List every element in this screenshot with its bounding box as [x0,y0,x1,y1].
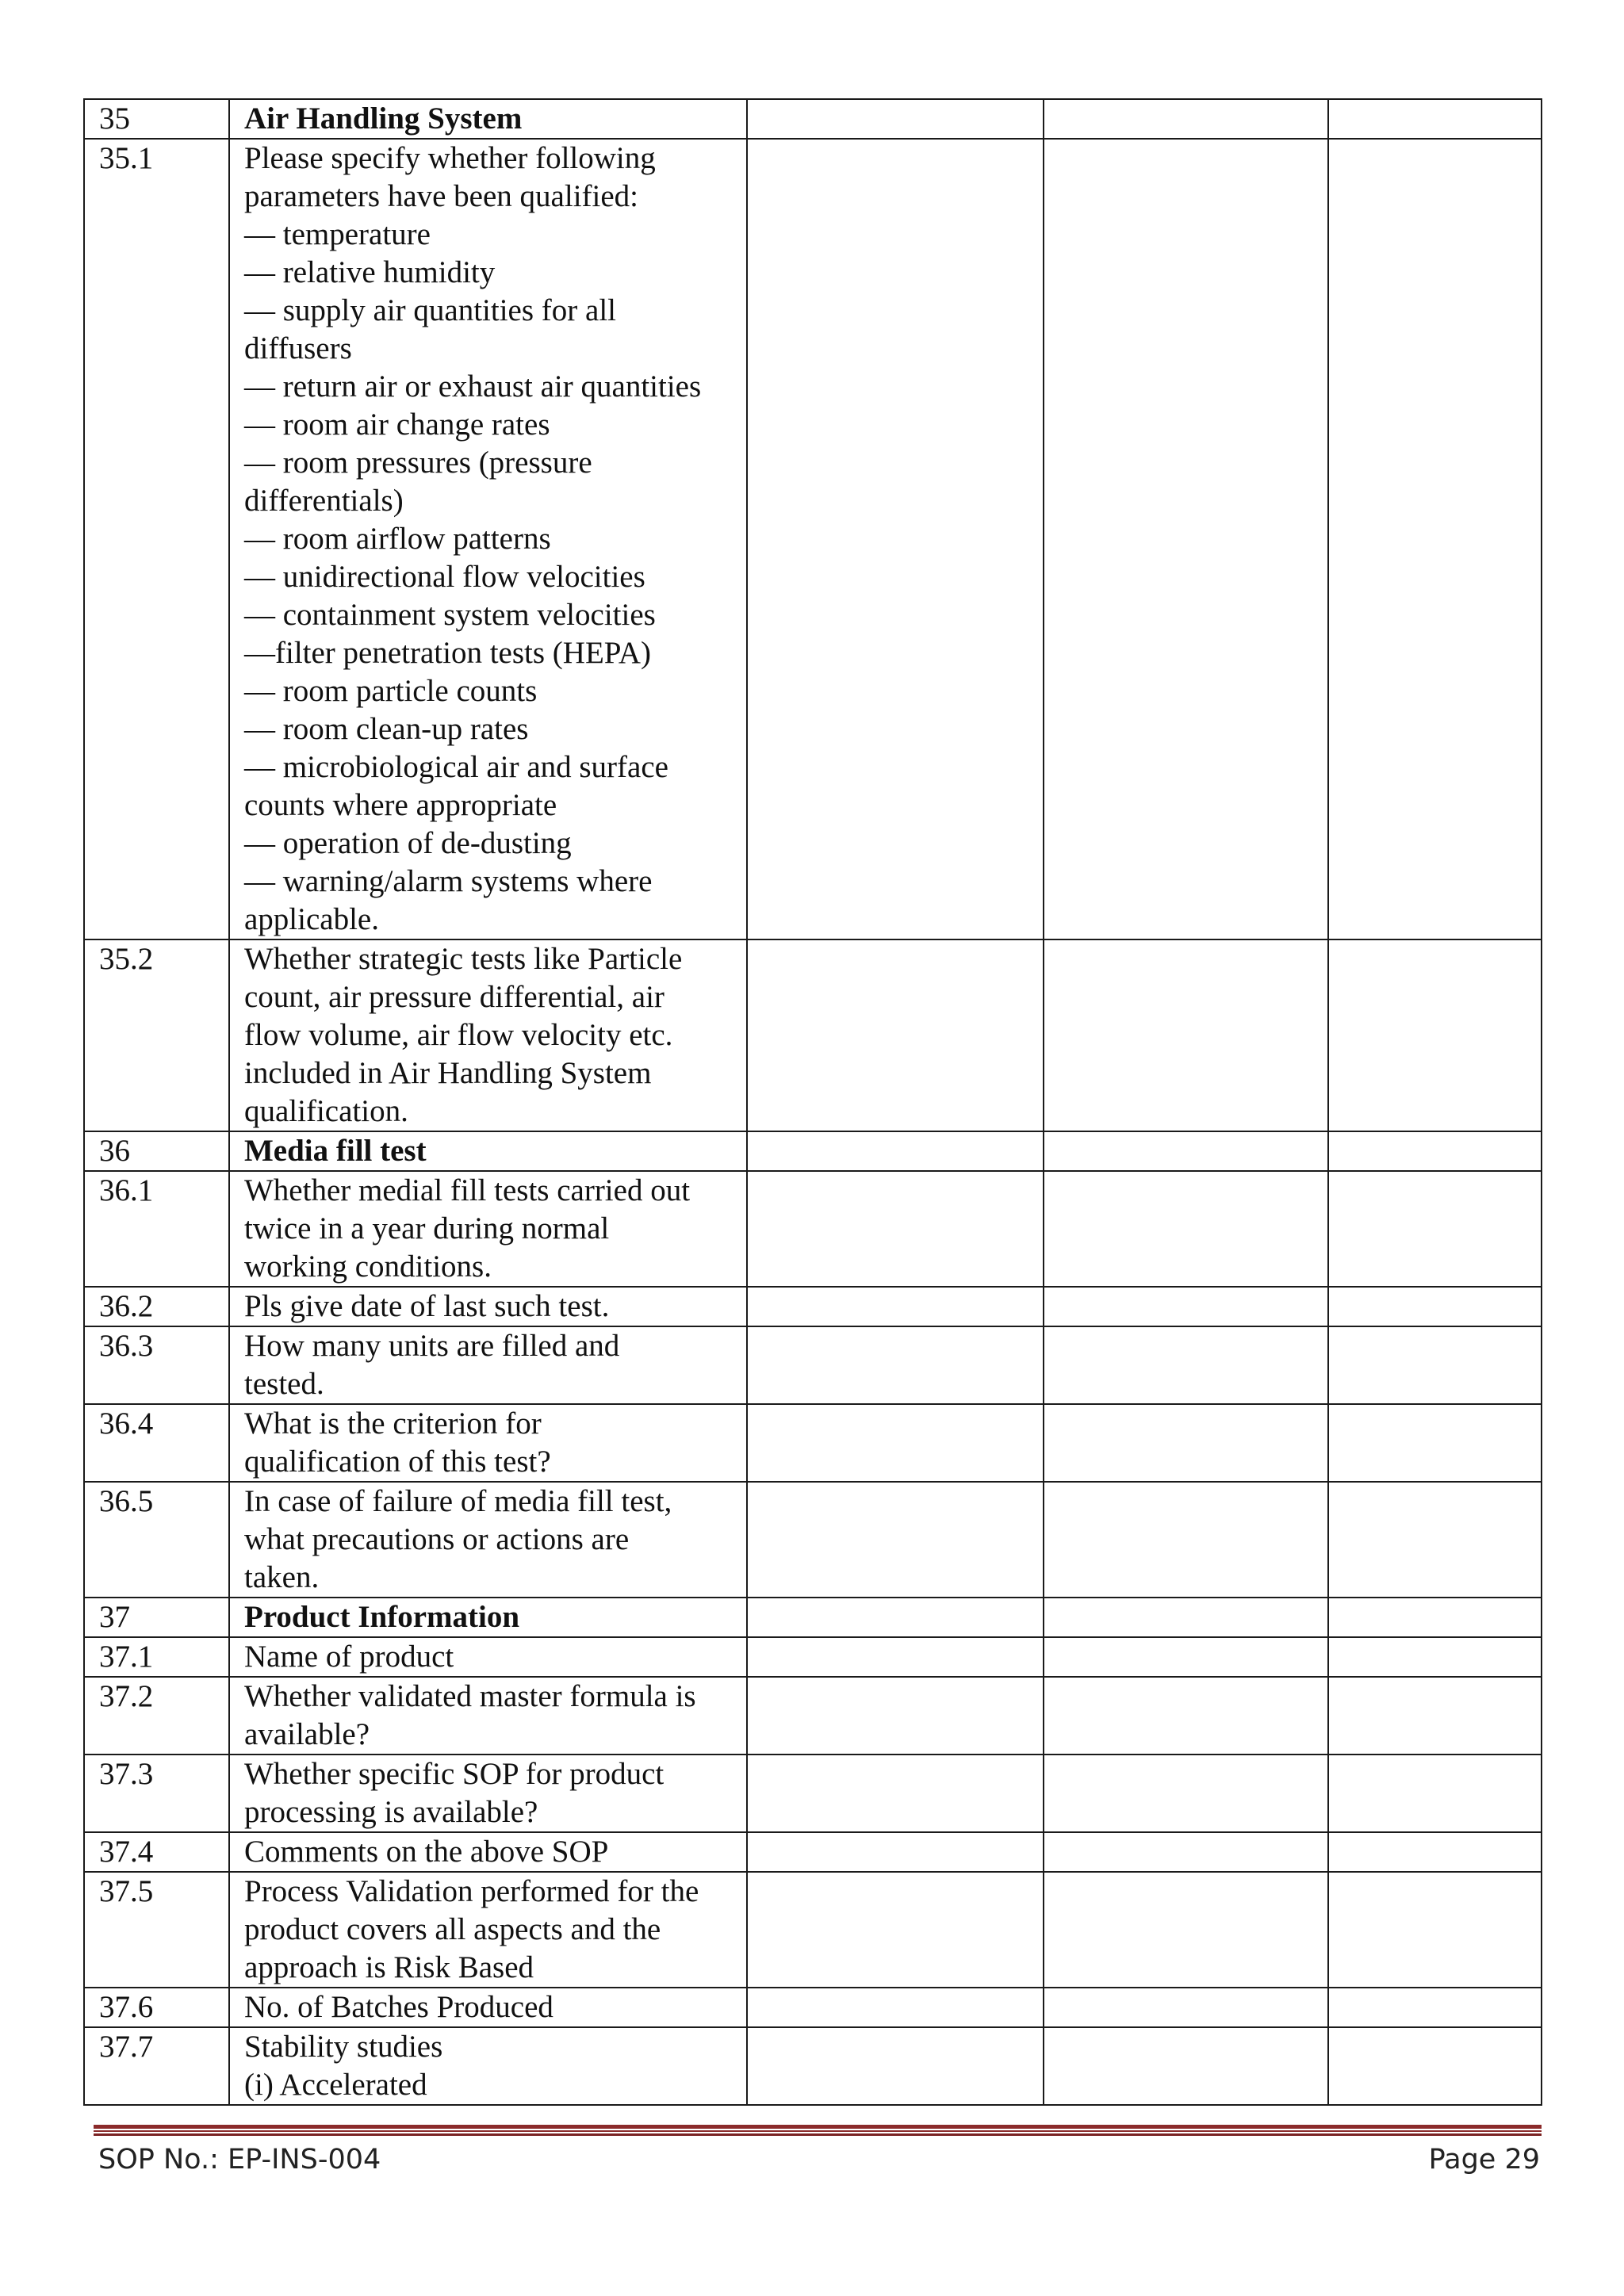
description-line: Whether specific SOP for product [244,1757,665,1791]
item-number: 35 [84,99,229,139]
table-row [84,1404,1542,1482]
description-line: What is the criterion for [244,1406,542,1441]
description-line: How many units are filled and [244,1329,620,1363]
response-cell[interactable] [747,1755,1044,1832]
observation-cell[interactable] [1328,2027,1542,2105]
table-row [84,2027,1542,2105]
observation-cell[interactable] [1328,1287,1542,1326]
observation-cell[interactable] [1328,1988,1542,2027]
response-cell[interactable] [747,1171,1044,1287]
description-line: Name of product [244,1640,454,1674]
item-number: 36 [84,1131,229,1171]
table-row [84,1482,1542,1598]
item-number: 36.5 [84,1482,229,1598]
response-cell[interactable] [747,1287,1044,1326]
item-description [229,1171,747,1287]
description-line: — room air change rates [244,408,550,442]
description-line: — room pressures (pressure [244,446,592,480]
table-row [84,1287,1542,1326]
remarks-cell[interactable] [1044,1598,1328,1637]
remarks-cell[interactable] [1044,99,1328,139]
description-line: diffusers [244,331,352,365]
observation-cell[interactable] [1328,1404,1542,1482]
table-row [84,1326,1542,1404]
item-description [229,1326,747,1404]
item-description [229,139,747,939]
description-line: Whether strategic tests like Particle [244,942,683,976]
remarks-cell[interactable] [1044,139,1328,939]
table-row [84,1832,1542,1872]
remarks-cell[interactable] [1044,1131,1328,1171]
observation-cell[interactable] [1328,1755,1542,1832]
observation-cell[interactable] [1328,99,1542,139]
page-number: Page 29 [1428,2144,1540,2175]
checklist-table-body [84,99,1542,2105]
response-cell[interactable] [747,1832,1044,1872]
remarks-cell[interactable] [1044,2027,1328,2105]
description-line: — temperature [244,217,431,251]
remarks-cell[interactable] [1044,1832,1328,1872]
table-row [84,1872,1542,1988]
description-line: applicable. [244,902,379,936]
section-title [229,99,747,139]
item-number: 37.7 [84,2027,229,2105]
item-number: 37.3 [84,1755,229,1832]
description-line: In case of failure of media fill test, [244,1484,672,1518]
section-row [84,1131,1542,1171]
description-line: processing is available? [244,1795,538,1829]
observation-cell[interactable] [1328,139,1542,939]
description-line: Product Information [244,1600,520,1634]
description-line: — room clean-up rates [244,712,529,746]
description-line: counts where appropriate [244,788,557,822]
item-description [229,1988,747,2027]
item-number: 37.1 [84,1637,229,1677]
response-cell[interactable] [747,1677,1044,1755]
item-description [229,1404,747,1482]
section-row [84,1598,1542,1637]
checklist-table [83,98,1542,2106]
section-row [84,99,1542,139]
item-number: 37.5 [84,1872,229,1988]
item-number: 36.3 [84,1326,229,1404]
description-line: — containment system velocities [244,598,656,632]
response-cell[interactable] [747,1598,1044,1637]
remarks-cell[interactable] [1044,1872,1328,1988]
table-row [84,1677,1542,1755]
description-line: included in Air Handling System [244,1056,652,1090]
remarks-cell[interactable] [1044,1404,1328,1482]
description-line: Pls give date of last such test. [244,1289,610,1323]
response-cell[interactable] [747,2027,1044,2105]
response-cell[interactable] [747,1131,1044,1171]
sop-number: SOP No.: EP-INS-004 [98,2144,381,2175]
item-number: 37.6 [84,1988,229,2027]
item-description [229,1482,747,1598]
description-line: Comments on the above SOP [244,1835,609,1869]
description-line: Process Validation performed for the [244,1874,699,1908]
item-description [229,939,747,1131]
item-description [229,1677,747,1755]
item-number: 36.1 [84,1171,229,1287]
table-row [84,1637,1542,1677]
description-line: flow volume, air flow velocity etc. [244,1018,673,1052]
description-line: tested. [244,1367,324,1401]
remarks-cell[interactable] [1044,1171,1328,1287]
response-cell[interactable] [747,1482,1044,1598]
observation-cell[interactable] [1328,939,1542,1131]
observation-cell[interactable] [1328,1598,1542,1637]
item-description [229,1287,747,1326]
observation-cell[interactable] [1328,1171,1542,1287]
description-line: differentials) [244,484,404,518]
table-row [84,1171,1542,1287]
description-line: product covers all aspects and the [244,1912,661,1946]
item-number: 35.1 [84,139,229,939]
observation-cell[interactable] [1328,1872,1542,1988]
description-line: twice in a year during normal [244,1211,610,1246]
description-line: approach is Risk Based [244,1950,534,1984]
description-line: count, air pressure differential, air [244,980,665,1014]
response-cell[interactable] [747,1988,1044,2027]
description-line: Whether validated master formula is [244,1679,696,1713]
description-line: No. of Batches Produced [244,1990,553,2024]
description-line: —filter penetration tests (HEPA) [244,636,652,670]
remarks-cell[interactable] [1044,1637,1328,1677]
section-title [229,1131,747,1171]
description-line: — microbiological air and surface [244,750,668,784]
item-number: 37 [84,1598,229,1637]
description-line: — supply air quantities for all [244,293,616,327]
section-title [229,1598,747,1637]
response-cell[interactable] [747,99,1044,139]
observation-cell[interactable] [1328,1677,1542,1755]
remarks-cell[interactable] [1044,1677,1328,1755]
item-number: 37.2 [84,1677,229,1755]
item-number: 37.4 [84,1832,229,1872]
description-line: — relative humidity [244,255,496,289]
description-line: — unidirectional flow velocities [244,560,645,594]
item-number: 36.2 [84,1287,229,1326]
description-line: — room particle counts [244,674,538,708]
footer-divider [94,2125,1542,2136]
table-row [84,139,1542,939]
observation-cell[interactable] [1328,1131,1542,1171]
description-line: taken. [244,1560,320,1594]
item-number: 35.2 [84,939,229,1131]
description-line: parameters have been qualified: [244,179,639,213]
observation-cell[interactable] [1328,1482,1542,1598]
description-line: — warning/alarm systems where [244,864,653,898]
description-line: what precautions or actions are [244,1522,630,1556]
response-cell[interactable] [747,1637,1044,1677]
description-line: Whether medial fill tests carried out [244,1173,691,1207]
description-line: Stability studies [244,2030,443,2064]
description-line: Please specify whether following [244,141,656,175]
description-line: — room airflow patterns [244,522,551,556]
remarks-cell[interactable] [1044,1326,1328,1404]
description-line: Air Handling System [244,101,523,136]
observation-cell[interactable] [1328,1832,1542,1872]
description-line: Media fill test [244,1134,427,1168]
response-cell[interactable] [747,1326,1044,1404]
remarks-cell[interactable] [1044,939,1328,1131]
remarks-cell[interactable] [1044,1482,1328,1598]
observation-cell[interactable] [1328,1326,1542,1404]
observation-cell[interactable] [1328,1637,1542,1677]
table-row [84,939,1542,1131]
remarks-cell[interactable] [1044,1287,1328,1326]
item-description [229,2027,747,2105]
table-row [84,1755,1542,1832]
remarks-cell[interactable] [1044,1988,1328,2027]
description-line: qualification of this test? [244,1445,551,1479]
response-cell[interactable] [747,1404,1044,1482]
description-line: (i) Accelerated [244,2068,427,2102]
response-cell[interactable] [747,1872,1044,1988]
description-line: — return air or exhaust air quantities [244,369,702,404]
response-cell[interactable] [747,139,1044,939]
item-description [229,1637,747,1677]
remarks-cell[interactable] [1044,1755,1328,1832]
description-line: — operation of de-dusting [244,826,572,860]
item-description [229,1832,747,1872]
description-line: available? [244,1717,370,1751]
description-line: qualification. [244,1094,408,1128]
response-cell[interactable] [747,939,1044,1131]
table-row [84,1988,1542,2027]
description-line: working conditions. [244,1249,492,1284]
item-number: 36.4 [84,1404,229,1482]
item-description [229,1755,747,1832]
item-description [229,1872,747,1988]
